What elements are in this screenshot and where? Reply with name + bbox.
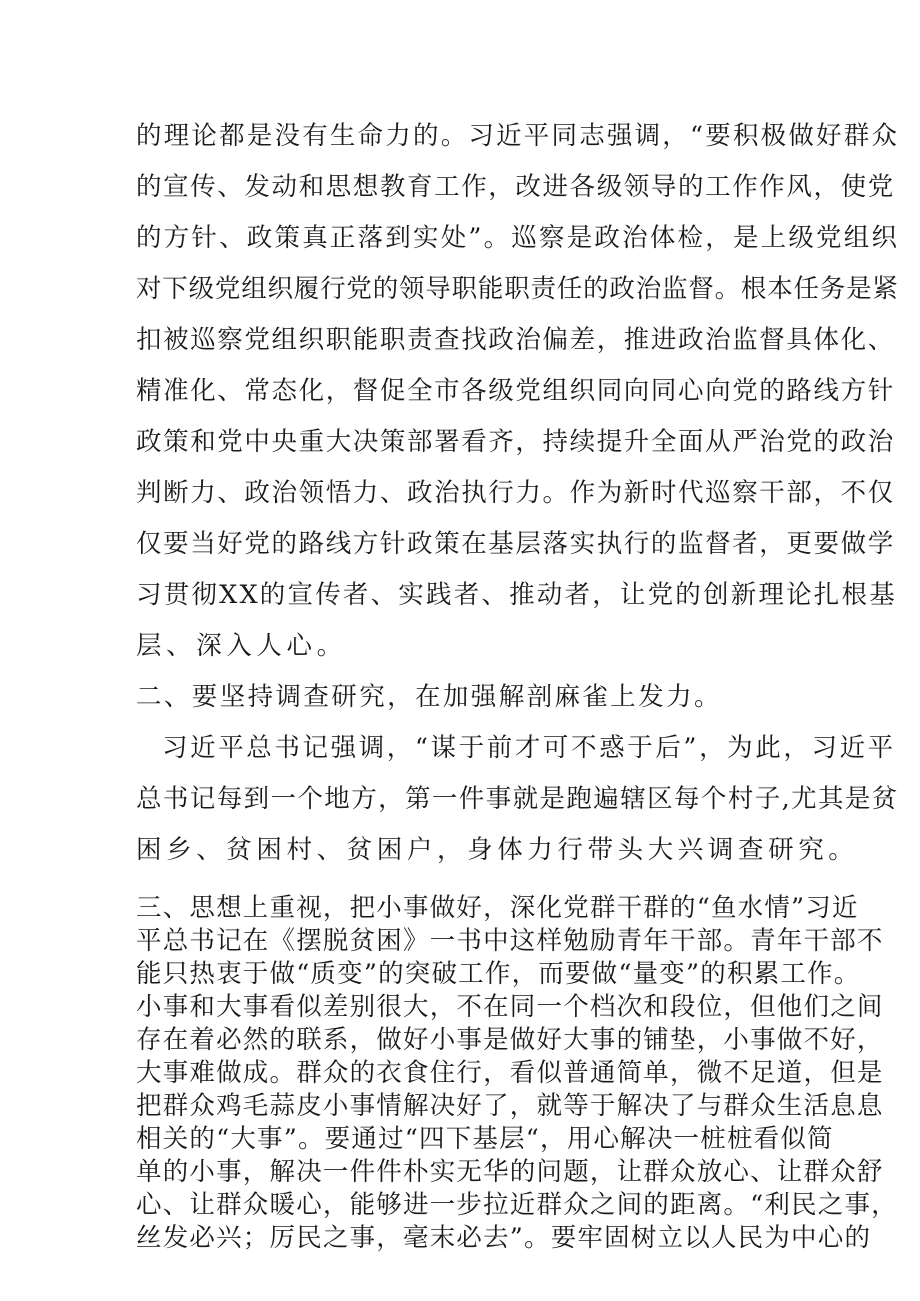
para3-line-5: 存在着必然的联系，做好小事是做好大事的铺垫，小事做不好， [136, 1025, 884, 1055]
para3-line-2: 平总书记在《摆脱贫困》一书中这样勉励青年干部。青年干部不 [136, 926, 884, 956]
para2-line-3: 困乡、贫困村、贫困户，身体力行带头大兴调查研究。 [136, 835, 859, 865]
section-heading-2: 二、要坚持调查研究，在加强解剖麻雀上发力。 [136, 682, 722, 712]
para3-line-11: 丝发必兴；厉民之事，毫末必去”。要牢固树立以人民为中心的 [136, 1223, 872, 1253]
para1-line-3: 的方针、政策真正落到实处”。巡察是政治体检，是上级党组织 [136, 223, 900, 253]
para1-line-9: 仅要当好党的路线方针政策在基层落实执行的监督者，更要做学 [136, 529, 895, 559]
para2-line-2: 总书记每到一个地方，第一件事就是跑遍辖区每个村子,尤其是贫 [136, 784, 899, 814]
para1-line-2: 的宣传、发动和思想教育工作，改进各级领导的工作作风，使党 [136, 172, 895, 202]
para1-line-8: 判断力、政治领悟力、政治执行力。作为新时代巡察干部，不仅 [136, 478, 895, 508]
para1-line-1: 的理论都是没有生命力的。习近平同志强调，“要积极做好群众 [136, 121, 900, 151]
para1-line-6: 精准化、常态化，督促全市各级党组织同向同心向党的路线方针 [136, 376, 895, 406]
para1-line-4: 对下级党组织履行党的领导职能职责任的政治监督。根本任务是紧 [136, 274, 899, 304]
para3-line-6: 大事难做成。群众的衣食住行，看似普通简单，微不足道，但是 [136, 1058, 884, 1088]
para2-line-1: 习近平总书记强调，“谋于前才可不惑于后”，为此，习近平 [162, 733, 896, 763]
para3-line-9: 单的小事，解决一件件朴实无华的问题，让群众放心、让群众舒 [136, 1157, 884, 1187]
para3-line-10: 心、让群众暖心，能够进一步拉近群众之间的距离。“利民之事， [136, 1190, 898, 1220]
para3-line-3: 能只热衷于做“质变”的突破工作，而要做“量变”的积累工作。 [136, 959, 861, 989]
para3-line-7: 把群众鸡毛蒜皮小事情解决好了，就等于解决了与群众生活息息 [136, 1091, 884, 1121]
para1-line-5: 扣被巡察党组织职能职责查找政治偏差，推进政治监督具体化、 [136, 325, 895, 355]
para3-line-8: 相关的“大事”。要通过“四下基层“，用心解决一桩桩看似简 [136, 1124, 834, 1154]
para1-line-11: 层、深入人心。 [136, 631, 347, 661]
para3-line-4: 小事和大事看似差别很大，不在同一个档次和段位，但他们之间 [136, 992, 884, 1022]
para1-line-7: 政策和党中央重大决策部署看齐，持续提升全面从严治党的政治 [136, 427, 895, 457]
para1-line-10: 习贯彻XX的宣传者、实践者、推动者，让党的创新理论扎根基 [136, 580, 897, 610]
para3-line-1: 三、思想上重视，把小事做好，深化党群干群的“鱼水情”习近 [136, 893, 859, 923]
